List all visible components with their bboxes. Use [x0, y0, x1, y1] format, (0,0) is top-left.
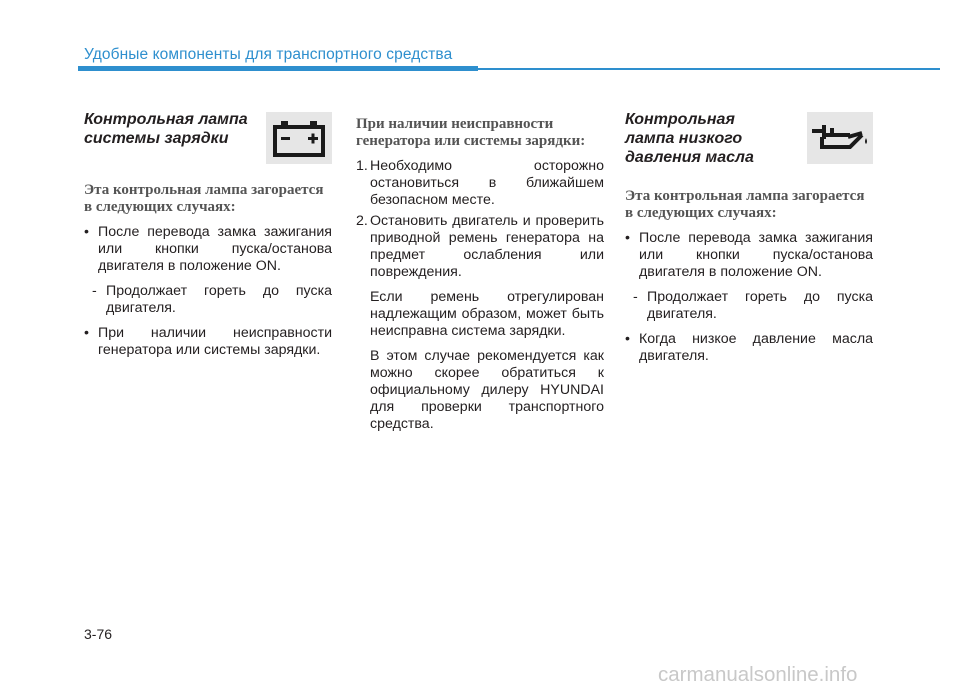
oil-pressure-title: Контрольная лампа низкого давления масла	[625, 111, 754, 166]
step-1-text: Необходимо осторожно остановиться в ближайшем безопасном месте.	[370, 158, 604, 208]
oil-warning-subheading: Эта контрольная лампа загорается в следующих случаях:	[625, 188, 865, 221]
charging-warning-title: Контрольная лампа системы зарядки	[84, 111, 248, 147]
dash-mark: -	[92, 283, 97, 299]
page-number: 3-76	[84, 626, 113, 642]
step-2-number: 2.	[356, 213, 368, 229]
oil-pressure-warning-icon	[807, 112, 873, 164]
contact-dealer-paragraph: В этом случае рекомендуется как можно скорее обратиться к официальному дилеру HYUNDAI для проверки транспортного средства.	[370, 348, 604, 432]
step-1-number: 1.	[356, 158, 368, 174]
belt-adjusted-paragraph: Если ремень отрегулирован надлежащим образом, может быть неисправна система зарядки.	[370, 289, 604, 339]
charging-step-2	[356, 213, 604, 281]
oil-dash-item	[625, 289, 873, 323]
battery-warning-icon	[266, 112, 332, 164]
header-rule-thick	[78, 66, 478, 71]
charging-dash-text: Продолжает гореть до пуска двигателя.	[106, 283, 332, 316]
step-2-text: Остановить двигатель и проверить приводной ремень генератора на предмет ослабления или повреждения.	[370, 213, 604, 280]
header-title: Удобные компоненты для транспортного средства	[84, 46, 453, 63]
charging-warning-subheading: Эта контрольная лампа загорается в следующих случаях:	[84, 182, 324, 215]
header-rule-thin	[478, 68, 940, 70]
charging-fault-section	[356, 110, 604, 433]
oil-bullet-ignition: • После перевода замка зажигания или кнопки пуска/останова двигателя в положение ON.	[625, 230, 873, 281]
dash-mark: -	[633, 289, 638, 305]
charging-bullet-ignition: • После перевода замка зажигания или кнопки пуска/останова двигателя в положение ON.	[84, 224, 332, 275]
oil-bullet-low-pressure: • Когда низкое давление масла двигателя.	[625, 331, 873, 365]
charging-bullet-fault: • При наличии неисправности генератора или системы зарядки.	[84, 325, 332, 359]
charging-warning-section	[84, 110, 332, 359]
charging-fault-subheading: При наличии неисправности генератора или системы зарядки:	[356, 116, 586, 149]
oil-dash-text: Продолжает гореть до пуска двигателя.	[647, 289, 873, 322]
watermark: carmanualsonline.info	[658, 663, 858, 686]
charging-step-1	[356, 158, 604, 209]
charging-dash-item	[84, 283, 332, 317]
oil-pressure-section	[625, 110, 873, 365]
